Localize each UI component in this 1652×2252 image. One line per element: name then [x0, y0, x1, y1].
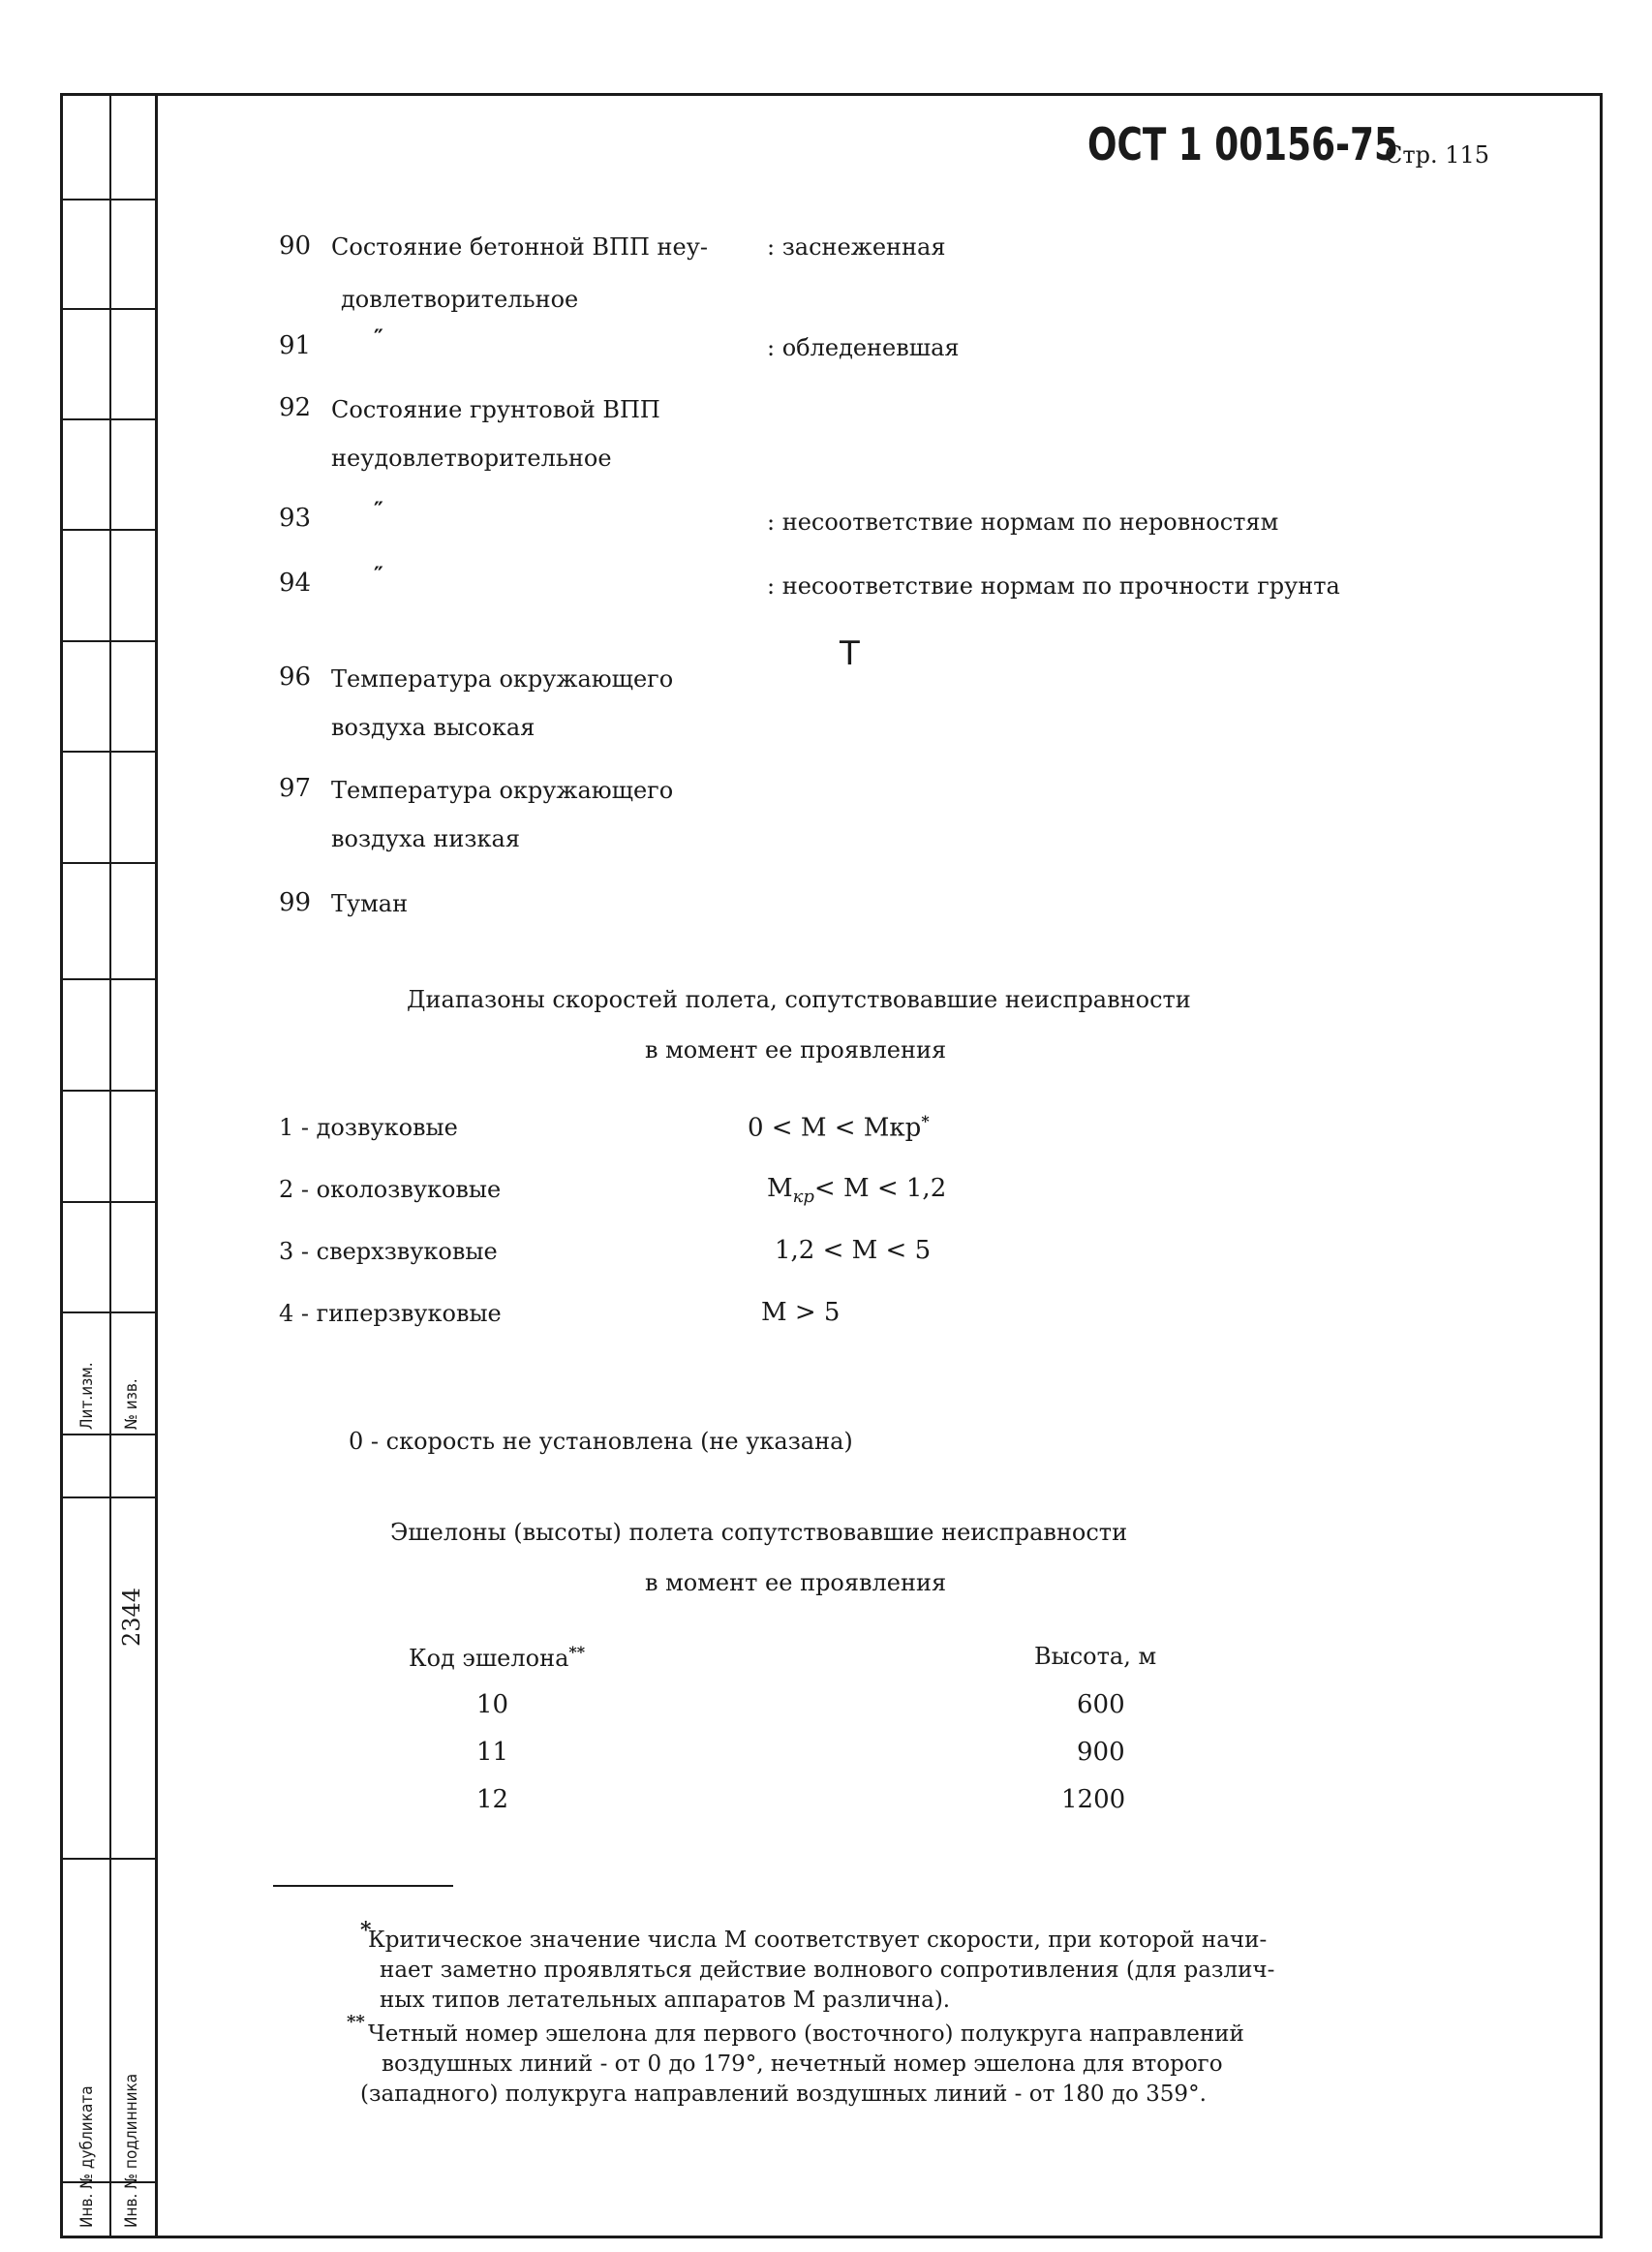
condition-code: 94 — [279, 569, 312, 598]
condition-name-cont: воздуха низкая — [331, 825, 520, 852]
condition-code: 99 — [279, 888, 312, 917]
sidebar-rule — [60, 978, 157, 980]
echelon-col-height: Высота, м — [1034, 1643, 1157, 1670]
condition-name: Туман — [331, 890, 409, 917]
document-standard-code: ОСТ 1 00156-75 — [1087, 118, 1398, 170]
echelon-code: 11 — [476, 1738, 509, 1767]
speed-row-formula: $М_{кр}< М < 1,2$ — [767, 1174, 947, 1208]
condition-name: Температура окружающего — [331, 665, 674, 693]
footnote-2-line: Четный номер эшелона для первого (восточного) полукруга направлений — [368, 2021, 1244, 2047]
ditto-mark: ″ — [374, 498, 383, 523]
condition-value: : обледеневшая — [767, 334, 960, 361]
sidebar-inv-podlinnika: Инв. № подлинника — [122, 2073, 141, 2228]
sidebar-no-izv: № изв. — [122, 1378, 141, 1430]
footnote-1-mark: * — [360, 1918, 372, 1943]
sidebar-rule — [60, 751, 157, 753]
sidebar-sheet-number: 2344 — [118, 1587, 145, 1647]
sidebar-rule — [60, 1858, 157, 1860]
condition-code: 97 — [279, 774, 312, 803]
condition-name-cont: воздуха высокая — [331, 714, 535, 741]
sidebar-rule — [60, 2181, 157, 2183]
condition-name-cont: неудовлетворительное — [331, 445, 612, 472]
page-number: Стр. 115 — [1385, 141, 1490, 169]
sidebar-inv-dublikata: Инв. № дубликата — [77, 2085, 97, 2228]
sidebar-rule — [60, 862, 157, 864]
speed-row-label: 2 - околозвуковые — [279, 1176, 502, 1203]
speed-row-formula: 1,2 < М < 5 — [775, 1236, 932, 1265]
sidebar-rule — [60, 308, 157, 310]
condition-value: : заснеженная — [767, 233, 946, 261]
speed-row-formula: М > 5 — [761, 1298, 841, 1327]
speed-section-title: Диапазоны скоростей полета, сопутствовавшие неисправности — [407, 986, 1191, 1013]
footnote-2-line: (западного) полукруга направлений воздушных линий - от 180 до 359°. — [360, 2082, 1207, 2107]
echelon-code: 12 — [476, 1785, 509, 1814]
condition-code: 92 — [279, 393, 312, 422]
condition-value: : несоответствие нормам по прочности грунта — [767, 572, 1340, 600]
speed-row-label: 3 - сверхзвуковые — [279, 1238, 498, 1265]
speed-section-subtitle: в момент ее проявления — [645, 1036, 947, 1064]
sidebar-divider — [109, 93, 111, 2238]
footnote-2-mark: ** — [347, 2012, 365, 2032]
footnote-1-line: ных типов летательных аппаратов М различна). — [380, 1988, 951, 2013]
echelon-section-subtitle: в момент ее проявления — [645, 1569, 947, 1596]
condition-code: 90 — [279, 231, 312, 261]
sidebar-rule — [60, 1496, 157, 1498]
condition-code: 96 — [279, 663, 312, 692]
footnote-separator — [273, 1885, 453, 1887]
footnote-1-line: нает заметно проявляться действие волнового сопротивления (для различ- — [380, 1958, 1275, 1983]
sidebar-rule — [60, 418, 157, 420]
speed-zero-note: 0 - скорость не установлена (не указана) — [349, 1428, 853, 1455]
speed-row-formula: 0 < М < Мкр* — [748, 1112, 930, 1143]
condition-name: Температура окружающего — [331, 777, 674, 804]
echelon-height: 1200 — [1061, 1785, 1126, 1814]
sidebar-lit-izm: Лит.изм. — [77, 1362, 97, 1430]
sidebar-rule — [60, 1311, 157, 1313]
condition-name: Состояние грунтовой ВПП — [331, 396, 660, 423]
sidebar-rule — [60, 640, 157, 642]
echelon-col-code: Код эшелона** — [409, 1643, 586, 1672]
stray-mark: Т — [840, 634, 860, 673]
echelon-height: 600 — [1077, 1690, 1125, 1719]
speed-row-label: 4 - гиперзвуковые — [279, 1300, 502, 1327]
condition-code: 93 — [279, 504, 312, 533]
echelon-section-title: Эшелоны (высоты) полета сопутствовавшие неисправности — [390, 1519, 1128, 1546]
footnote-2-line: воздушных линий - от 0 до 179°, нечетный номер эшелона для второго — [382, 2051, 1223, 2077]
condition-name-cont: довлетворительное — [341, 286, 579, 313]
footnote-1-line: Критическое значение числа М соответствует скорости, при которой начи- — [368, 1928, 1268, 1953]
frame-inner-border — [155, 93, 158, 2238]
sidebar-rule — [60, 1201, 157, 1203]
sidebar-rule — [60, 529, 157, 531]
ditto-mark: ″ — [374, 325, 383, 351]
sidebar-rule — [60, 1434, 157, 1435]
echelon-code: 10 — [476, 1690, 509, 1719]
ditto-mark: ″ — [374, 563, 383, 588]
condition-code: 91 — [279, 331, 312, 360]
sidebar-rule — [60, 199, 157, 201]
sidebar-rule — [60, 1090, 157, 1092]
echelon-height: 900 — [1077, 1738, 1125, 1767]
condition-value: : несоответствие нормам по неровностям — [767, 509, 1279, 536]
condition-name: Состояние бетонной ВПП неу- — [331, 233, 708, 261]
speed-row-label: 1 - дозвуковые — [279, 1114, 458, 1141]
